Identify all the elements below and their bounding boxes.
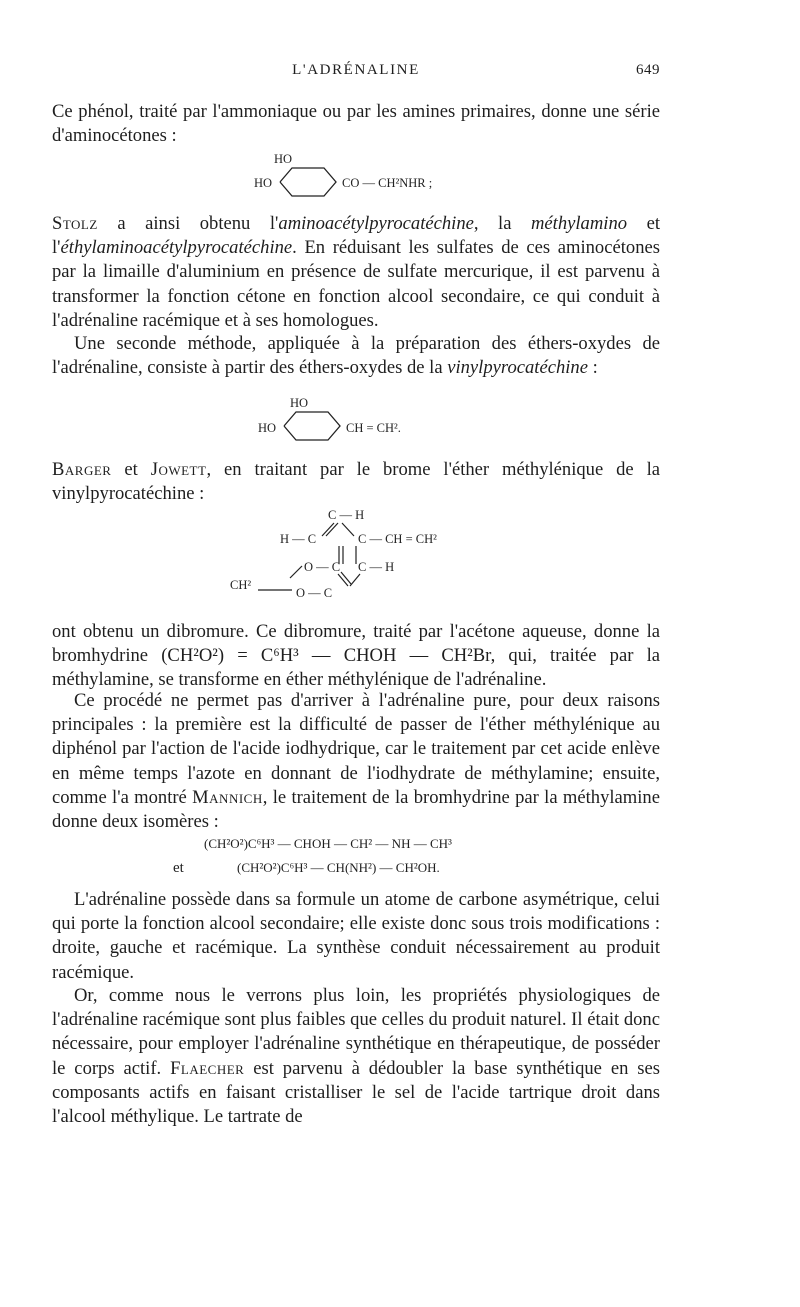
text-run: Ce procédé ne permet pas d'arriver à l'adrénaline pure, pour deux raisons principales : la première est la difficulté de passer de l'éther méthylénique au diphénol par l'action de l'acide iodhydrique, car le traitement par cet acide enlève en même temps l'azote en donnant de l'iodhydrate de méthylamine; ensuite, comme l'a montré xyxy=(52,690,660,808)
benzene-ring-icon xyxy=(278,166,342,198)
paragraph-4 xyxy=(52,458,660,506)
isomer-connector: et xyxy=(173,860,184,876)
formula-ho-top: HO xyxy=(274,152,293,166)
author-stolz: Stolz xyxy=(52,213,98,234)
paragraph-7 xyxy=(52,888,660,985)
compound-name: vinylpyrocatéchine xyxy=(447,357,588,379)
text-run: , la xyxy=(473,213,531,234)
paragraph-text xyxy=(52,984,660,1129)
text-run: Or, comme nous le verrons plus loin, les propriétés physiologiques de l'adrénaline racémique sont plus faibles que celles du produit naturel. Il était donc nécessaire, pour employer l'adrénaline synthétique en thérapeutique, de posséder le corps actif. xyxy=(52,985,660,1079)
methylene-ether-formula xyxy=(228,508,528,608)
paragraph-5 xyxy=(52,620,660,693)
paragraph-text: Ce phénol, traité par l'ammoniaque ou par les amines primaires, donne une série d'aminocétones : xyxy=(52,101,660,147)
paragraph-1 xyxy=(52,100,660,148)
isomer-formula-2: (CH²O²)C⁶H³ — CH(NH²) — CH²OH. xyxy=(237,860,440,875)
formula-left: H — C xyxy=(280,532,317,546)
paragraph-text: L'adrénaline possède dans sa formule un atome de carbone asymétrique, celui qui porte la fonction alcool secondaire; elle existe donc sous trois modifications : droite, gauche et racémique. La synthèse conduit nécessairement au produit racémique. xyxy=(52,889,660,983)
text-run: a ainsi obtenu l' xyxy=(97,213,279,234)
compound-name: aminoacétylpyrocatéchine xyxy=(278,213,474,234)
isomer-formula-1: (CH²O²)C⁶H³ — CHOH — CH² — NH — CH³ xyxy=(204,836,452,851)
author-jowett: Jowett xyxy=(150,459,207,480)
text-run: est parvenu à dédoubler la base synthétique en ses composants actifs en faisant cristalliser le sel de l'acide tartrique droit dans l'alcool méthylique. Le tartrate de xyxy=(52,1057,660,1128)
running-header xyxy=(52,62,660,88)
page-number: 649 xyxy=(636,62,660,78)
text-run: . En réduisant les sulfates de ces aminocétones par la limaille d'aluminium en présence de sulfate mercurique, il est parvenu à transformer la fonction cétone en fonction alcool secondaire, ce qui conduit à l'adrénaline racémique et à ses homologues. xyxy=(52,237,660,331)
formula-right: C — CH = CH² xyxy=(358,532,437,546)
running-title: L'ADRÉNALINE xyxy=(292,62,420,78)
formula-oc: O — C xyxy=(304,560,341,574)
formula-substituent: CH = CH². xyxy=(346,421,401,435)
benzene-ring-icon xyxy=(282,410,346,442)
paragraph-2 xyxy=(52,212,660,333)
aminocetone-formula xyxy=(248,154,448,198)
text-run: et l' xyxy=(52,213,660,259)
formula-ho-top: HO xyxy=(290,396,309,410)
author-barger: Barger xyxy=(52,459,112,480)
author-flaecher: Flaecher xyxy=(170,1057,245,1079)
paragraph-text: ont obtenu un dibromure. Ce dibromure, traité par l'acétone aqueuse, donne la bromhydrine (CH²O²) = C⁶H³ — CHOH — CH²Br, qui, traitée par la méthylamine, se transforme en éther méthylénique de l'adrénaline. xyxy=(52,621,660,691)
paragraph-text xyxy=(52,332,660,380)
paragraph-text xyxy=(52,458,660,506)
formula-substituent: CO — CH²NHR ; xyxy=(342,176,433,190)
formula-ho-left: HO xyxy=(254,176,273,190)
paragraph-6 xyxy=(52,689,660,834)
formula-ch2: CH² xyxy=(230,578,252,592)
bond-lines-icon xyxy=(228,508,528,608)
compound-name: éthylaminoacétylpyrocatéchine xyxy=(60,237,293,259)
author-mannich: Mannich xyxy=(192,786,263,808)
text-run: Une seconde méthode, appliquée à la préparation des éthers-oxydes de l'adrénaline, consiste à partir des éthers-oxydes de la xyxy=(52,333,660,379)
text-run: , en traitant par le brome l'éther méthylénique de la vinylpyrocatéchine : xyxy=(52,459,661,505)
text-run: et xyxy=(111,459,151,480)
vinylpyrocatechine-formula xyxy=(258,396,458,442)
formula-bottom: O — C xyxy=(296,586,333,600)
paragraph-8 xyxy=(52,984,660,1129)
paragraph-text xyxy=(52,212,660,333)
formula-ch: C — H xyxy=(358,560,395,574)
text-run: , le traitement de la bromhydrine par la méthylamine donne deux isomères : xyxy=(52,786,660,833)
paragraph-3 xyxy=(52,332,660,380)
formula-top: C — H xyxy=(328,508,365,522)
paragraph-text xyxy=(52,689,660,834)
formula-ho-left: HO xyxy=(258,421,277,435)
text-run: : xyxy=(587,357,598,379)
compound-name: méthylamino xyxy=(531,213,628,234)
